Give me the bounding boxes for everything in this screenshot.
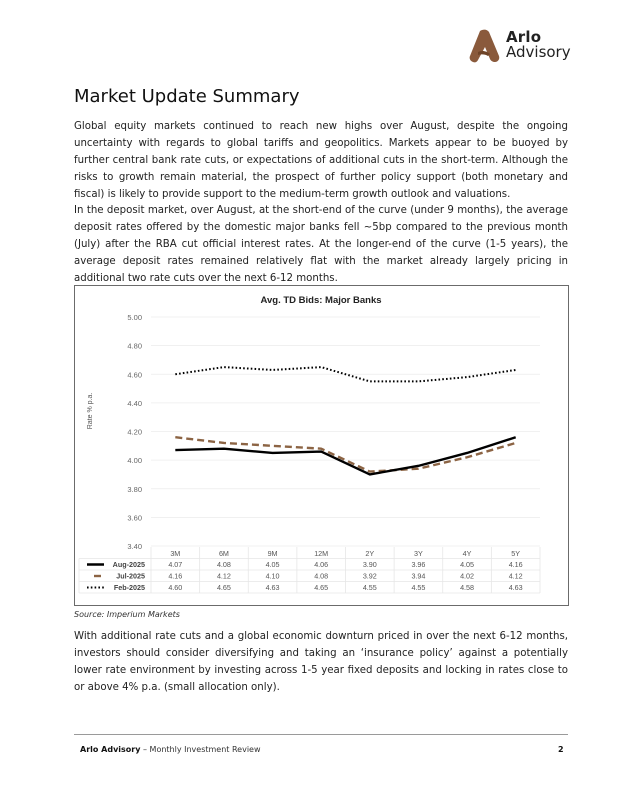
- x-tick-label: 9M: [267, 549, 278, 558]
- data-label: 4.65: [314, 583, 329, 592]
- y-tick-label: 4.80: [127, 341, 142, 351]
- y-axis-title: Rate % p.a.: [87, 392, 94, 430]
- data-label: 4.16: [508, 560, 523, 569]
- page-title: Market Update Summary: [74, 86, 300, 107]
- data-label: 4.55: [362, 583, 377, 592]
- data-label: 3.90: [362, 560, 377, 569]
- data-label: 4.07: [168, 560, 183, 569]
- data-label: 4.08: [314, 571, 329, 581]
- y-tick-label: 4.00: [127, 456, 142, 466]
- data-label: 4.12: [508, 571, 523, 581]
- page-number: 2: [558, 745, 564, 754]
- y-tick-label: 3.40: [127, 542, 142, 551]
- series-line-aug-2025: [175, 437, 515, 474]
- paragraph-recommendation: With additional rate cuts and a global economic downturn priced in over the next 6-12 months, investors should consider diversifying and taking an ‘insurance policy’ against a potentially lower rate environment by investing across 1-5 year fixed deposits and locking in rates close to or above 4% p.a. (small allocation only).: [74, 631, 568, 693]
- x-tick-label: 3M: [170, 549, 181, 558]
- brand-logo: [466, 28, 576, 64]
- chart-source: Source: Imperium Markets: [74, 610, 180, 619]
- data-label: 4.06: [314, 560, 329, 569]
- data-label: 4.63: [265, 583, 280, 592]
- data-label: 4.65: [216, 583, 231, 592]
- y-tick-label: 4.60: [127, 370, 142, 380]
- data-label: 3.92: [362, 571, 377, 581]
- legend-label: Jul-2025: [116, 571, 145, 581]
- x-tick-label: 12M: [314, 549, 329, 558]
- data-label: 4.02: [460, 571, 475, 581]
- footer-brand: Arlo Advisory: [80, 745, 141, 754]
- data-label: 4.63: [508, 583, 523, 592]
- logo-text-arlo: Arlo: [506, 28, 542, 46]
- data-label: 4.08: [216, 560, 231, 569]
- y-tick-label: 4.20: [127, 427, 142, 437]
- y-tick-label: 3.80: [127, 484, 142, 494]
- data-label: 4.16: [168, 571, 183, 581]
- x-tick-label: 4Y: [462, 549, 472, 558]
- data-label: 4.60: [168, 583, 183, 592]
- data-label: 4.05: [460, 560, 475, 569]
- data-label: 4.58: [460, 583, 475, 592]
- y-tick-label: 4.40: [127, 398, 142, 408]
- data-label: 3.94: [411, 571, 426, 581]
- data-label: 4.10: [265, 571, 280, 581]
- arlo-logo-icon: [466, 28, 502, 64]
- y-tick-label: 3.60: [127, 513, 142, 523]
- footer-label: [80, 745, 261, 754]
- x-tick-label: 6M: [218, 549, 229, 558]
- logo-text-advisory: Advisory: [506, 43, 571, 61]
- chart-title: Avg. TD Bids: Major Banks: [260, 295, 382, 306]
- x-tick-label: 2Y: [365, 549, 375, 558]
- paragraph-deposit-market: In the deposit market, over August, at the short-end of the curve (under 9 months), the average deposit rates offered by the domestic major banks fell ~5bp compared to the previous month (July) after the RBA cut official interest rates. At the longer-end of the curve (1-5 years), the average deposit rates remained relatively flat with the market already largely pricing in additional two rate cuts over the next 6-12 months.: [74, 205, 568, 284]
- data-label: 4.55: [411, 583, 426, 592]
- footer-title: – Monthly Investment Review: [140, 745, 261, 754]
- legend-label: Aug-2025: [112, 560, 145, 569]
- data-label: 4.12: [216, 571, 231, 581]
- chart-container: [74, 285, 569, 606]
- data-label: 3.96: [411, 560, 426, 569]
- footer-divider: [74, 734, 568, 735]
- x-tick-label: 3Y: [414, 549, 423, 558]
- paragraph-equity-markets: Global equity markets continued to reach new highs over August, despite the ongoing uncertainty with regards to global tariffs and geopolitics. Markets appear to be buoyed by further central bank rate cuts, or expectations of additional cuts in the short-term. Although the risks to growth remain material, the prospect of further policy support (both monetary and fiscal) is likely to provide support to the medium-term growth outlook and valuations.: [74, 121, 568, 200]
- y-tick-label: 5.00: [127, 313, 142, 322]
- data-label: 4.05: [265, 560, 280, 569]
- legend-label: Feb-2025: [113, 583, 145, 592]
- line-chart: [75, 286, 567, 604]
- x-tick-label: 5Y: [511, 549, 521, 558]
